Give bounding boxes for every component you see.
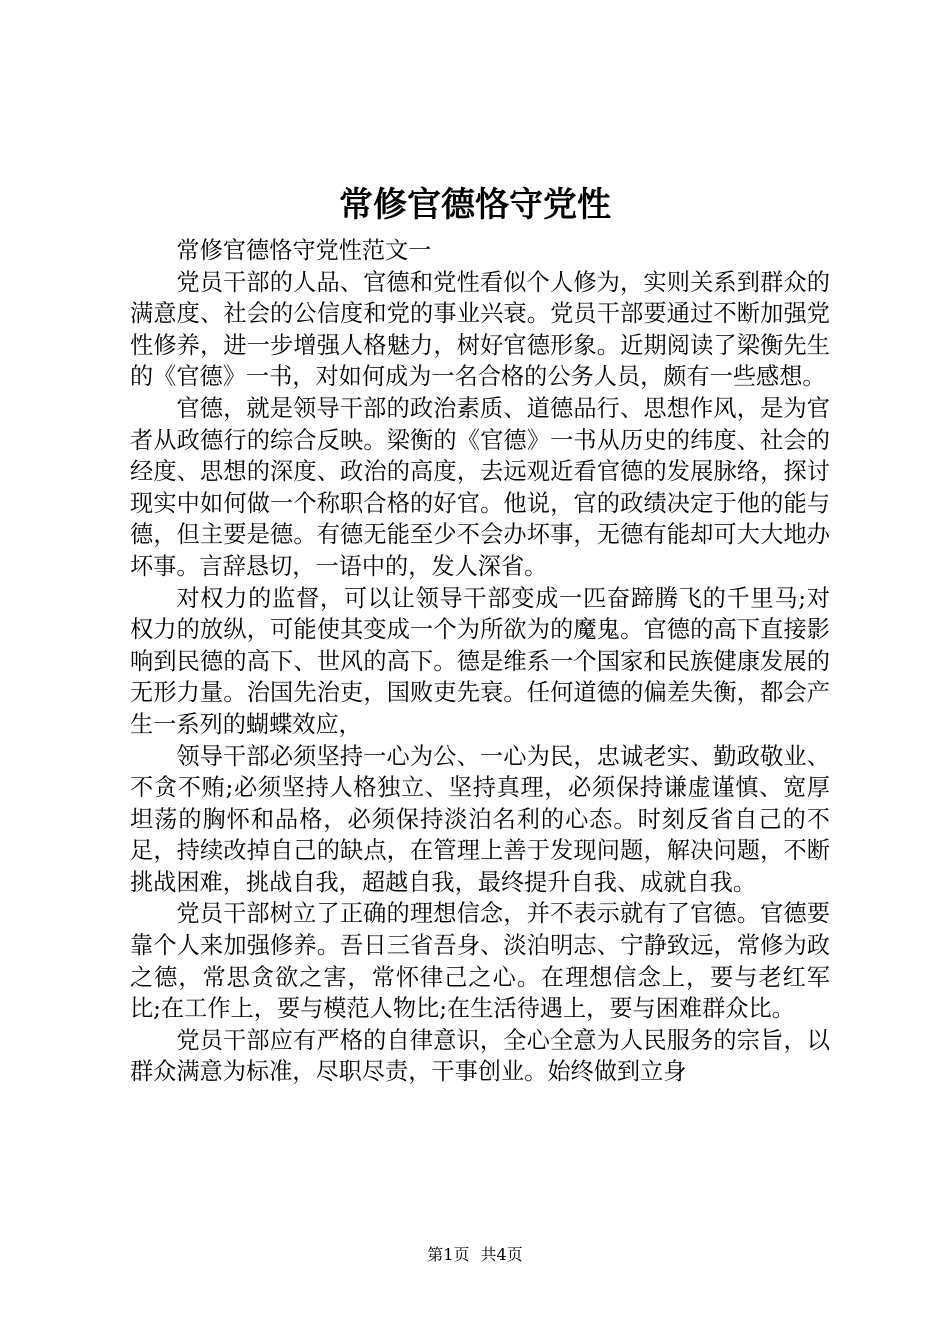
body-paragraph: 党员干部树立了正确的理想信念，并不表示就有了官德。官德要靠个人来加强修养。吾日三省吾身、淡泊明志、宁静致远，常修为政之德，常思贪欲之害，常怀律己之心。在理想信念上，要与老红军比;在工作上，要与模范人物比;在生活待遇上，要与困难群众比。 [130, 900, 830, 1023]
document-title: 常修官德恪守党性 [339, 185, 611, 225]
subtitle-paragraph: 常修官德恪守党性范文一 [176, 237, 432, 264]
body-paragraph: 官德，就是领导干部的政治素质、道德品行、思想作风，是为官者从政德行的综合反映。梁衡的《官德》一书从历史的纬度、社会的经度、思想的深度、政治的高度，去远观近看官德的发展脉络，探讨现实中如何做一个称职合格的好官。他说，官的政绩决定于他的能与德，但主要是德。有德无能至少不会办坏事，无德有能却可大大地办坏事。言辞恳切，一语中的，发人深省。 [130, 394, 830, 580]
body-paragraph: 党员干部的人品、官德和党性看似个人修为，实则关系到群众的满意度、社会的公信度和党的事业兴衰。党员干部要通过不断加强党性修养，进一步增强人格魅力，树好官德形象。近期阅读了梁衡先生的《官德》一书，对如何成为一名合格的公务人员，颇有一些感想。 [130, 268, 830, 391]
body-paragraph: 对权力的监督，可以让领导干部变成一匹奋蹄腾飞的千里马;对权力的放纵，可能使其变成一个为所欲为的魔鬼。官德的高下直接影响到民德的高下、世风的高下。德是维系一个国家和民族健康发展的无形力量。治国先治吏，国败吏先衰。任何道德的偏差失衡，都会产生一系列的蝴蝶效应， [130, 584, 830, 738]
body-paragraph: 领导干部必须坚持一心为公、一心为民，忠诚老实、勤政敬业、不贪不贿;必须坚持人格独立、坚持真理，必须保持谦虚谨慎、宽厚坦荡的胸怀和品格，必须保持淡泊名利的心态。时刻反省自己的不足，持续改掉自己的缺点，在管理上善于发现问题，解决问题，不断挑战困难，挑战自我，超越自我，最终提升自我、成就自我。 [130, 742, 830, 896]
document-body [130, 235, 830, 1088]
page-footer: 第1页 共4页 [427, 1245, 523, 1264]
body-paragraph: 党员干部应有严格的自律意识，全心全意为人民服务的宗旨，以群众满意为标准，尽职尽责，干事创业。始终做到立身 [130, 1026, 830, 1086]
